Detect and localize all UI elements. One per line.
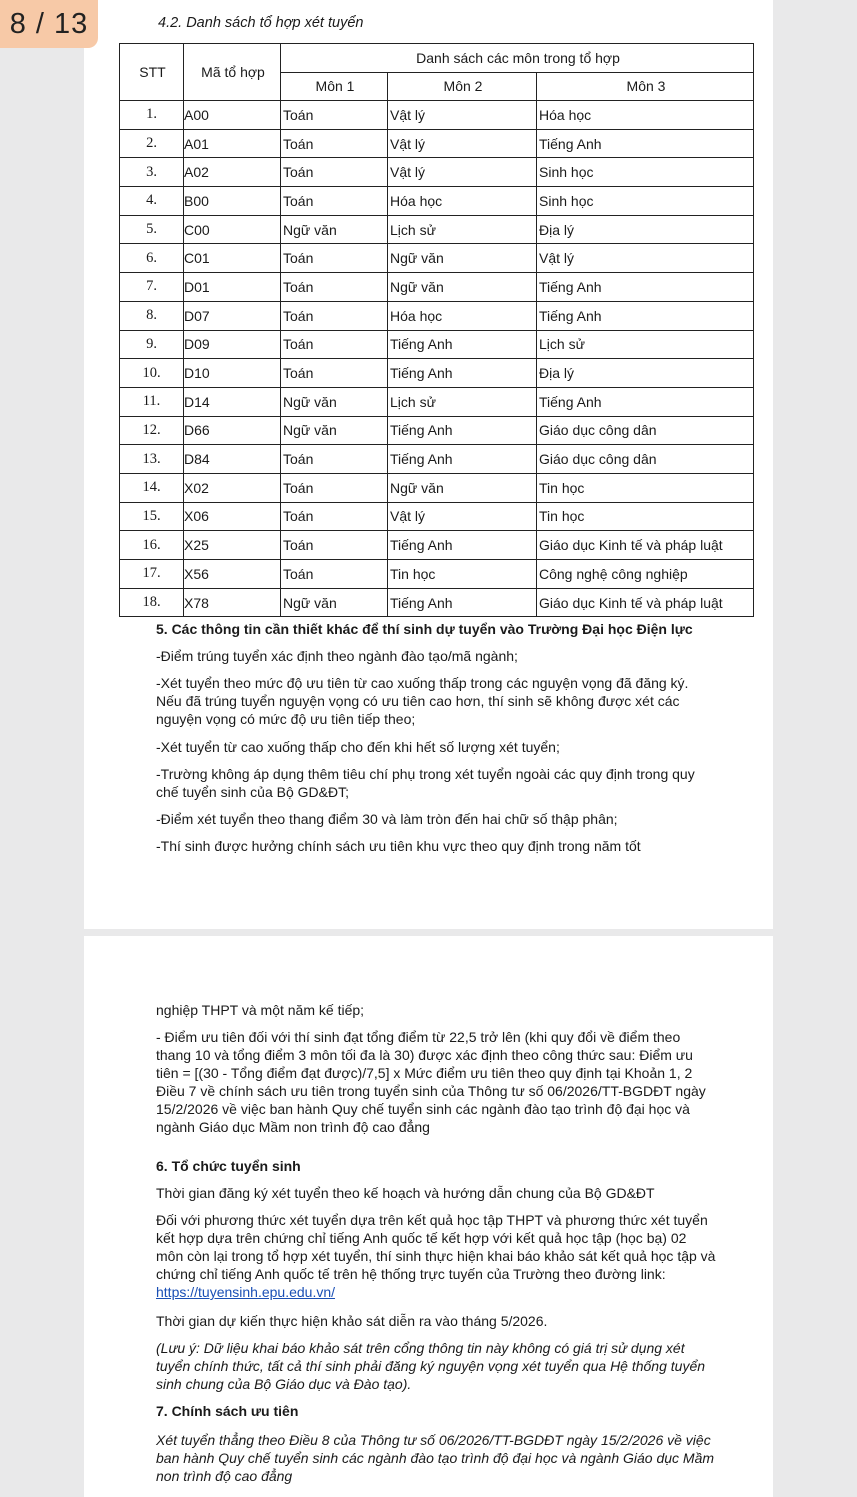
mon1-cell: Toán (281, 531, 388, 560)
table-row (120, 502, 754, 531)
stt-cell: 3. (120, 158, 184, 187)
mon1-cell: Toán (281, 273, 388, 302)
mon3-cell: Vật lý (537, 244, 754, 273)
mon1-cell: Toán (281, 502, 388, 531)
stt-cell: 12. (120, 416, 184, 445)
section-6-p2 (156, 1211, 716, 1301)
mon3-cell: Tiếng Anh (537, 129, 754, 158)
section-5-title: 5. Các thông tin cần thiết khác để thí sinh dự tuyển vào Trường Đại học Điện lực (156, 621, 693, 637)
header-code: Mã tổ hợp (184, 44, 281, 101)
code-cell: D10 (184, 359, 281, 388)
code-cell: X02 (184, 473, 281, 502)
table-row (120, 588, 754, 617)
code-cell: X56 (184, 560, 281, 589)
mon2-cell: Lịch sử (388, 215, 537, 244)
mon3-cell: Tiếng Anh (537, 301, 754, 330)
section-6-p2-text: Đối với phương thức xét tuyển dựa trên kết quả học tập THPT và phương thức xét tuyển kết hợp dựa trên chứng chỉ tiếng Anh quốc tế kết hợp với kết quả học tập (học bạ) 02 môn còn lại trong tổ hợp xét tuyển, thí sinh thực hiện khai báo khảo sát kết quả học tập và chứng chỉ tiếng Anh quốc tế trên hệ thống trực tuyến của Trường theo đường link: (156, 1212, 716, 1282)
stt-cell: 18. (120, 588, 184, 617)
table-row (120, 129, 754, 158)
code-cell: C00 (184, 215, 281, 244)
code-cell: D09 (184, 330, 281, 359)
mon3-cell: Tin học (537, 473, 754, 502)
code-cell: D66 (184, 416, 281, 445)
mon1-cell: Toán (281, 244, 388, 273)
mon2-cell: Tiếng Anh (388, 445, 537, 474)
mon1-cell: Ngữ văn (281, 416, 388, 445)
code-cell: C01 (184, 244, 281, 273)
table-row (120, 101, 754, 130)
header-mon3: Môn 3 (537, 72, 754, 101)
code-cell: A01 (184, 129, 281, 158)
table-row (120, 273, 754, 302)
mon3-cell: Địa lý (537, 215, 754, 244)
table-row (120, 330, 754, 359)
subject-combination-table (119, 43, 754, 617)
mon1-cell: Toán (281, 473, 388, 502)
mon2-cell: Vật lý (388, 129, 537, 158)
code-cell: D84 (184, 445, 281, 474)
mon3-cell: Tin học (537, 502, 754, 531)
stt-cell: 17. (120, 560, 184, 589)
table-row (120, 215, 754, 244)
code-cell: X25 (184, 531, 281, 560)
stt-cell: 15. (120, 502, 184, 531)
section-5-p4: -Trường không áp dụng thêm tiêu chí phụ trong xét tuyển ngoài các quy định trong quy chế tuyển sinh của Bộ GD&ĐT; (156, 766, 695, 800)
stt-cell: 6. (120, 244, 184, 273)
code-cell: D01 (184, 273, 281, 302)
mon3-cell: Giáo dục công dân (537, 416, 754, 445)
mon2-cell: Ngữ văn (388, 244, 537, 273)
code-cell: X78 (184, 588, 281, 617)
stt-cell: 11. (120, 387, 184, 416)
mon1-cell: Toán (281, 330, 388, 359)
section-6-p3: Thời gian dự kiến thực hiện khảo sát diễn ra vào tháng 5/2026. (156, 1313, 548, 1329)
mon2-cell: Tiếng Anh (388, 416, 537, 445)
table-row (120, 473, 754, 502)
mon1-cell: Toán (281, 445, 388, 474)
section-6-note: (Lưu ý: Dữ liệu khai báo khảo sát trên cổng thông tin này không có giá trị sử dụng xét tuyển chính thức, tất cả thí sinh phải đăng ký nguyện vọng xét tuyển qua Hệ thống tuyển sinh chung của Bộ Giáo dục và Đào tạo). (156, 1340, 706, 1392)
mon3-cell: Tiếng Anh (537, 387, 754, 416)
page-counter-badge: 8 / 13 (0, 0, 98, 48)
stt-cell: 10. (120, 359, 184, 388)
mon3-cell: Địa lý (537, 359, 754, 388)
code-cell: A00 (184, 101, 281, 130)
mon3-cell: Lịch sử (537, 330, 754, 359)
section-5-p6-end: nghiệp THPT và một năm kế tiếp; (156, 1002, 365, 1018)
mon1-cell: Toán (281, 187, 388, 216)
mon2-cell: Hóa học (388, 301, 537, 330)
mon2-cell: Tiếng Anh (388, 330, 537, 359)
table-row (120, 301, 754, 330)
registration-link[interactable]: https://tuyensinh.epu.edu.vn/ (156, 1284, 336, 1300)
stt-cell: 5. (120, 215, 184, 244)
mon1-cell: Toán (281, 101, 388, 130)
section-5-p6-start: -Thí sinh được hưởng chính sách ưu tiên khu vực theo quy định trong năm tốt (156, 838, 641, 854)
stt-cell: 2. (120, 129, 184, 158)
mon2-cell: Tiếng Anh (388, 359, 537, 388)
section-4-2-title: 4.2. Danh sách tổ hợp xét tuyển (158, 15, 364, 31)
stt-cell: 7. (120, 273, 184, 302)
mon2-cell: Tiếng Anh (388, 531, 537, 560)
section-5-p7: - Điểm ưu tiên đối với thí sinh đạt tổng điểm từ 22,5 trở lên (khi quy đổi về điểm theo thang 10 và tổng điểm 3 môn tối đa là 30) được xác định theo công thức sau: Điểm ưu tiên = [(30 - Tổng điểm đạt được)/7,5] x Mức điểm ưu tiên theo quy định tại Khoản 1, 2 Điều 7 về chính sách ưu tiên trong tuyển sinh của Thông tư số 06/2026/TT-BGDĐT ngày 15/2/2026 về việc ban hành Quy chế tuyển sinh các ngành đào tạo trình độ đại học và ngành Giáo dục Mầm non trình độ cao đẳng (156, 1029, 706, 1135)
section-6-title: 6. Tổ chức tuyển sinh (156, 1158, 301, 1174)
mon1-cell: Toán (281, 301, 388, 330)
section-7-p1: Xét tuyển thẳng theo Điều 8 của Thông tư số 06/2026/TT-BGDĐT ngày 15/2/2026 về việc ban hành Quy chế tuyển sinh các ngành đào tạo trình độ đại học và ngành Giáo dục Mầm non trình độ cao đẳng (156, 1432, 715, 1484)
stt-cell: 14. (120, 473, 184, 502)
stt-cell: 1. (120, 101, 184, 130)
header-subjects-group: Danh sách các môn trong tổ hợp (281, 44, 754, 73)
mon2-cell: Ngữ văn (388, 273, 537, 302)
section-7-title: 7. Chính sách ưu tiên (156, 1403, 299, 1419)
table-row (120, 445, 754, 474)
table-row (120, 416, 754, 445)
mon2-cell: Tiếng Anh (388, 588, 537, 617)
mon3-cell: Tiếng Anh (537, 273, 754, 302)
table-row (120, 244, 754, 273)
table-row (120, 387, 754, 416)
mon2-cell: Ngữ văn (388, 473, 537, 502)
table-row (120, 187, 754, 216)
mon2-cell: Vật lý (388, 101, 537, 130)
header-mon2: Môn 2 (388, 72, 537, 101)
table-row (120, 359, 754, 388)
table-row (120, 531, 754, 560)
table-row (120, 158, 754, 187)
mon1-cell: Toán (281, 158, 388, 187)
section-5-p5: -Điểm xét tuyển theo thang điểm 30 và làm tròn đến hai chữ số thập phân; (156, 811, 618, 827)
mon3-cell: Công nghệ công nghiệp (537, 560, 754, 589)
table-row (120, 560, 754, 589)
mon3-cell: Hóa học (537, 101, 754, 130)
section-5-p3: -Xét tuyển từ cao xuống thấp cho đến khi hết số lượng xét tuyển; (156, 739, 560, 755)
mon1-cell: Ngữ văn (281, 215, 388, 244)
stt-cell: 9. (120, 330, 184, 359)
mon2-cell: Vật lý (388, 502, 537, 531)
code-cell: B00 (184, 187, 281, 216)
code-cell: D07 (184, 301, 281, 330)
mon1-cell: Toán (281, 129, 388, 158)
stt-cell: 8. (120, 301, 184, 330)
mon2-cell: Hóa học (388, 187, 537, 216)
mon3-cell: Sinh học (537, 187, 754, 216)
code-cell: A02 (184, 158, 281, 187)
mon2-cell: Tin học (388, 560, 537, 589)
stt-cell: 16. (120, 531, 184, 560)
header-stt: STT (120, 44, 184, 101)
mon2-cell: Lịch sử (388, 387, 537, 416)
section-6-p1: Thời gian đăng ký xét tuyển theo kế hoạch và hướng dẫn chung của Bộ GD&ĐT (156, 1185, 655, 1201)
mon3-cell: Giáo dục Kinh tế và pháp luật (537, 588, 754, 617)
mon3-cell: Giáo dục công dân (537, 445, 754, 474)
mon3-cell: Sinh học (537, 158, 754, 187)
code-cell: X06 (184, 502, 281, 531)
header-mon1: Môn 1 (281, 72, 388, 101)
mon3-cell: Giáo dục Kinh tế và pháp luật (537, 531, 754, 560)
mon2-cell: Vật lý (388, 158, 537, 187)
mon1-cell: Ngữ văn (281, 588, 388, 617)
mon1-cell: Toán (281, 560, 388, 589)
mon1-cell: Toán (281, 359, 388, 388)
stt-cell: 13. (120, 445, 184, 474)
section-5-p1: -Điểm trúng tuyển xác định theo ngành đào tạo/mã ngành; (156, 648, 518, 664)
stt-cell: 4. (120, 187, 184, 216)
mon1-cell: Ngữ văn (281, 387, 388, 416)
table-body (120, 101, 754, 617)
section-5-p2: -Xét tuyển theo mức độ ưu tiên từ cao xuống thấp trong các nguyện vọng đã đăng ký. Nếu đã trúng tuyển nguyện vọng có ưu tiên cao hơn, thí sinh sẽ không được xét các nguyện vọng có mức độ ưu tiên tiếp theo; (156, 675, 689, 727)
code-cell: D14 (184, 387, 281, 416)
